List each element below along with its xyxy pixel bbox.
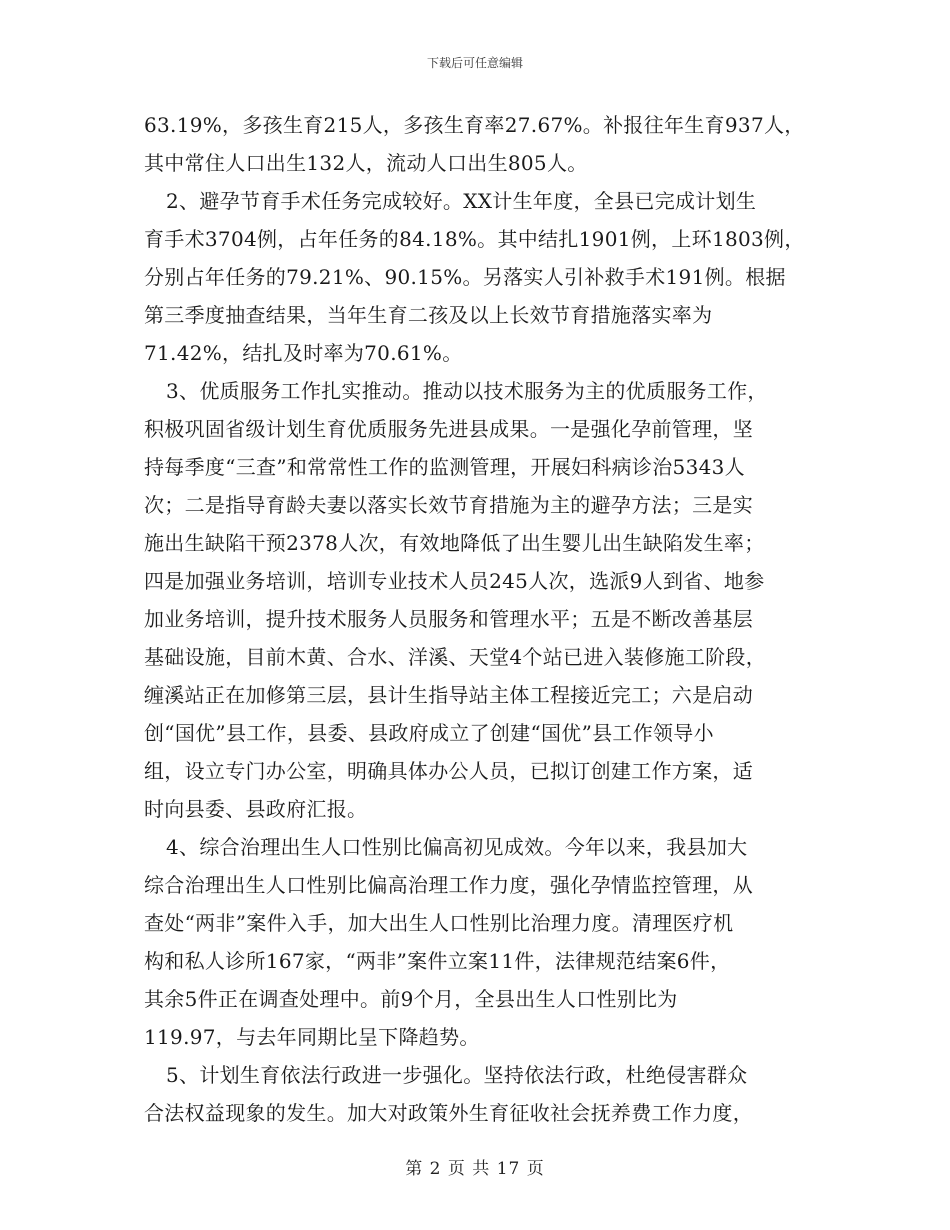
document-body bbox=[144, 106, 816, 1132]
text-line: 持每季度“三查”和常常性工作的监测管理，开展妇科病诊治5343人 bbox=[144, 455, 745, 479]
paragraph-start: 3、优质服务工作扎实推动。推动以技术服务为主的优质服务工作， bbox=[166, 379, 768, 403]
text-line: 合法权益现象的发生。加大对政策外生育征收社会抚养费工作力度， bbox=[144, 1101, 753, 1125]
text-line: 组，设立专门办公室，明确具体办公人员，已拟订创建工作方案，适 bbox=[144, 759, 753, 783]
text-line: 加业务培训，提升技术服务人员服务和管理水平；五是不断改善基层 bbox=[144, 607, 753, 631]
text-line: 分别占年任务的79.21%、90.15%。另落实人引补救手术191例。根据 bbox=[144, 265, 786, 289]
text-line: 基础设施，目前木黄、合水、洋溪、天堂4个站已进入装修施工阶段， bbox=[144, 645, 767, 669]
text-line: 查处“两非”案件入手，加大出生人口性别比治理力度。清理医疗机 bbox=[144, 911, 734, 935]
text-line: 119.97，与去年同期比呈下降趋势。 bbox=[144, 1025, 480, 1049]
text-line: 四是加强业务培训，培训专业技术人员245人次，选派9人到省、地参 bbox=[144, 569, 765, 593]
text-line: 第三季度抽查结果，当年生育二孩及以上长效节育措施落实率为 bbox=[144, 303, 713, 327]
text-line: 积极巩固省级计划生育优质服务先进县成果。一是强化孕前管理，坚 bbox=[144, 417, 753, 441]
text-line: 创“国优”县工作，县委、县政府成立了创建“国优”县工作领导小 bbox=[144, 721, 714, 745]
paragraph-start: 4、综合治理出生人口性别比偏高初见成效。今年以来，我县加大 bbox=[166, 835, 748, 859]
text-line: 缠溪站正在加修第三层，县计生指导站主体工程接近完工；六是启动 bbox=[144, 683, 753, 707]
paragraph-start: 5、计划生育依法行政进一步强化。坚持依法行政，杜绝侵害群众 bbox=[166, 1063, 748, 1087]
text-line: 构和私人诊所167家，“两非”案件立案11件，法律规范结案6件， bbox=[144, 949, 731, 973]
text-line: 施出生缺陷干预2378人次，有效地降低了出生婴儿出生缺陷发生率； bbox=[144, 531, 765, 555]
text-line: 63.19%，多孩生育215人，多孩生育率27.67%。补报往年生育937人， bbox=[144, 113, 805, 137]
text-line: 育手术3704例，占年任务的84.18%。其中结扎1901例，上环1803例， bbox=[144, 227, 805, 251]
text-line: 时向县委、县政府汇报。 bbox=[144, 797, 368, 821]
page-header: 下载后可任意编辑 bbox=[426, 56, 523, 70]
page-number: 第 2 页 共 17 页 bbox=[405, 1159, 545, 1179]
text-line: 其余5件正在调查处理中。前9个月，全县出生人口性别比为 bbox=[144, 987, 678, 1011]
text-line: 综合治理出生人口性别比偏高治理工作力度，强化孕情监控管理，从 bbox=[144, 873, 753, 897]
text-line: 其中常住人口出生132人，流动人口出生805人。 bbox=[144, 151, 588, 175]
text-line: 次；二是指导育龄夫妻以落实长效节育措施为主的避孕方法；三是实 bbox=[144, 493, 753, 517]
text-line: 71.42%，结扎及时率为70.61%。 bbox=[144, 341, 463, 365]
paragraph-start: 2、避孕节育手术任务完成较好。XX计生年度，全县已完成计划生 bbox=[166, 189, 757, 213]
